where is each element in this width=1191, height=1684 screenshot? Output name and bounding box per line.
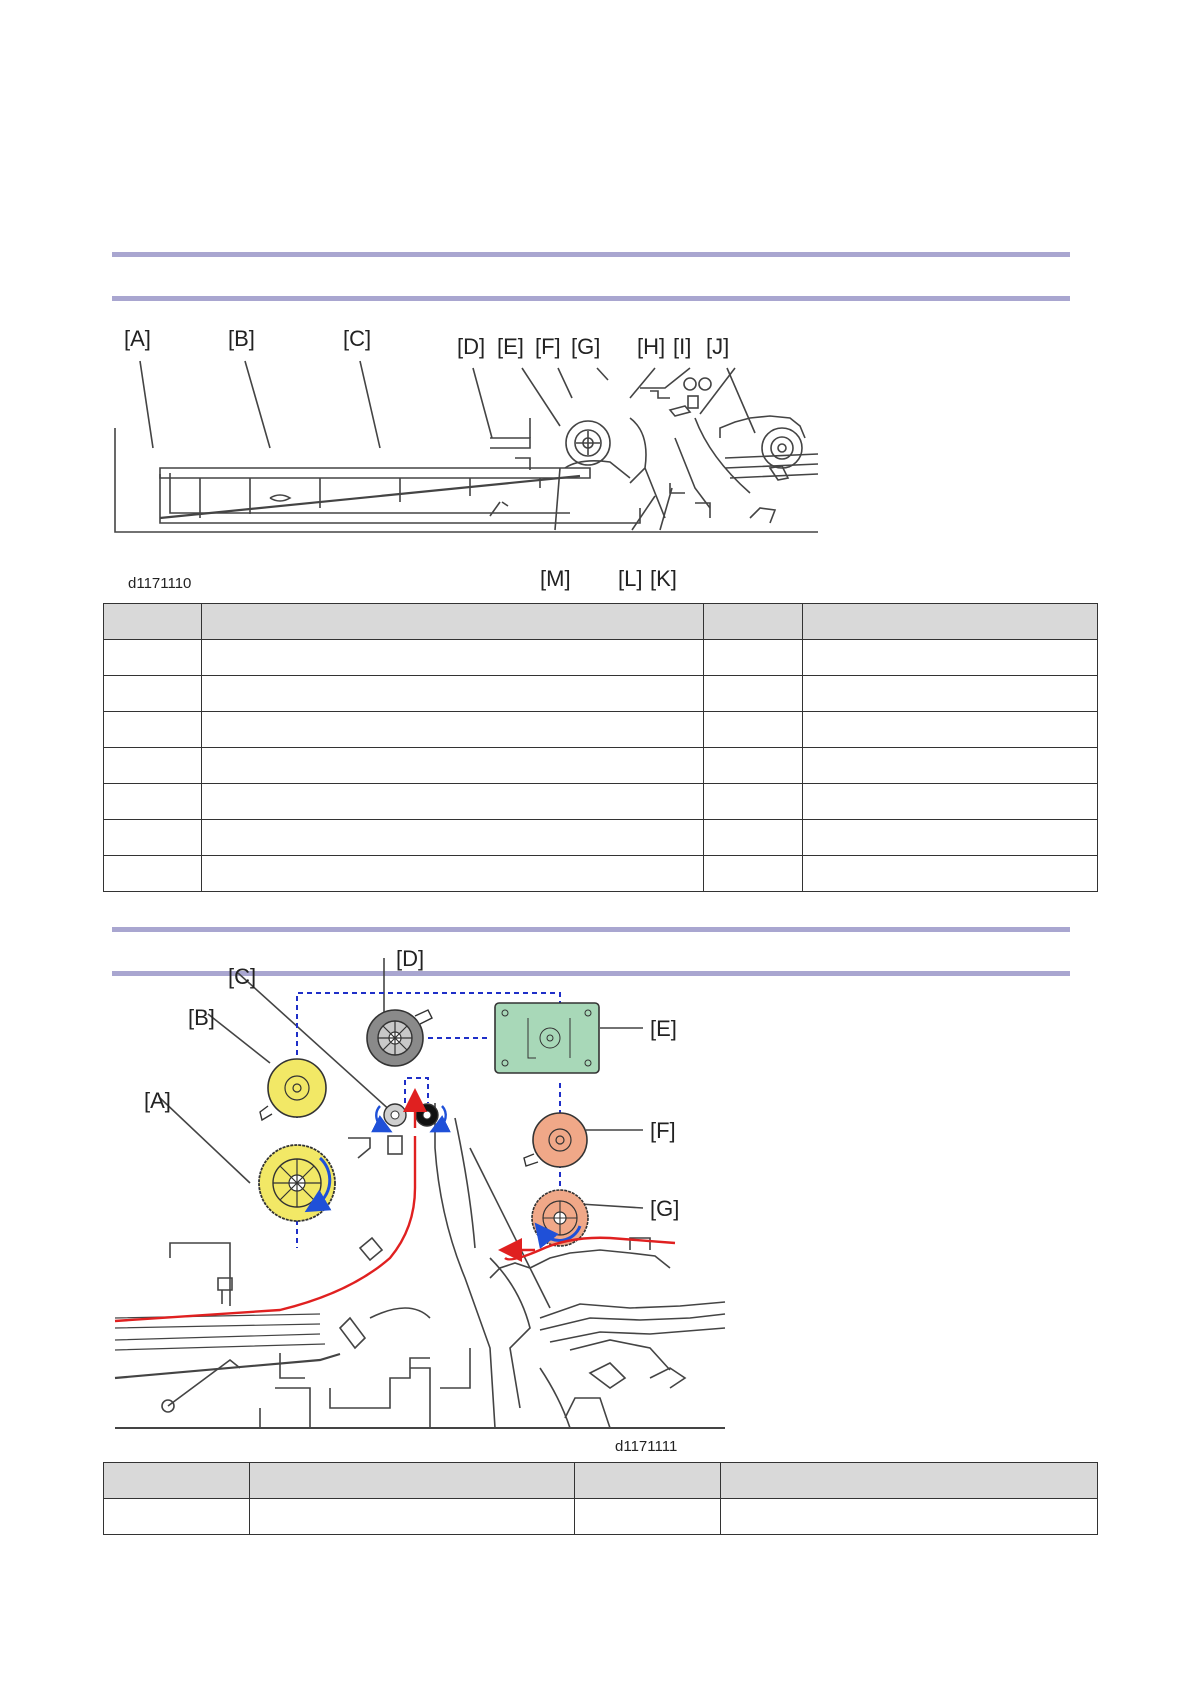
callout-k: [K] [650, 566, 677, 591]
callout-f: [F] [535, 334, 561, 359]
table-cell [202, 712, 704, 748]
table-header-cell [704, 604, 803, 640]
table-cell [704, 856, 803, 892]
table-cell [104, 676, 202, 712]
table-cell [721, 1499, 1098, 1535]
table-row [104, 748, 1098, 784]
roller-b [260, 1059, 326, 1120]
figure1-callouts [124, 326, 729, 592]
callout-a: [A] [144, 1088, 171, 1113]
table-cell [803, 712, 1098, 748]
callout-e: [E] [650, 1016, 677, 1041]
table-header-cell [803, 604, 1098, 640]
callout-d: [D] [457, 334, 486, 359]
callout-b: [B] [188, 1005, 215, 1030]
table-cell [704, 712, 803, 748]
table-row [104, 712, 1098, 748]
callout-b: [B] [228, 326, 255, 351]
table-header-cell [104, 604, 202, 640]
table-row [104, 856, 1098, 892]
table-row [104, 820, 1098, 856]
callout-e: [E] [497, 334, 524, 359]
table-cell [202, 748, 704, 784]
table-cell [104, 784, 202, 820]
parts-table-1 [103, 603, 1098, 892]
table-cell [803, 856, 1098, 892]
table-cell [202, 784, 704, 820]
table-cell [104, 1499, 250, 1535]
callout-m: [M] [540, 566, 571, 591]
callout-c: [C] [343, 326, 372, 351]
table-header-cell [721, 1463, 1098, 1499]
figure-feed-section [110, 318, 820, 596]
table-header-row [104, 604, 1098, 640]
table-header-cell [104, 1463, 250, 1499]
table-cell [202, 820, 704, 856]
table-cell [803, 784, 1098, 820]
table-cell [704, 640, 803, 676]
callout-f: [F] [650, 1118, 676, 1143]
table-cell [803, 820, 1098, 856]
board-e [495, 1003, 599, 1073]
table-cell [704, 748, 803, 784]
table-cell [202, 676, 704, 712]
figure-drive-layout-drawing [110, 946, 750, 1458]
table-cell [575, 1499, 721, 1535]
table-cell [704, 676, 803, 712]
table-cell [104, 748, 202, 784]
table-cell [104, 856, 202, 892]
table-row [104, 676, 1098, 712]
section-rule-1-top [112, 252, 1070, 257]
callout-g: [G] [650, 1196, 680, 1221]
parts-table-2 [103, 1462, 1098, 1535]
callout-d: [D] [396, 946, 425, 971]
figure2-code: d1171111 [615, 1438, 678, 1455]
table-row [104, 784, 1098, 820]
callout-c: [C] [228, 964, 257, 989]
callout-g: [G] [571, 334, 601, 359]
callout-l: [L] [618, 566, 643, 591]
table-cell [202, 640, 704, 676]
table-cell [250, 1499, 575, 1535]
figure1-code: d1171110 [128, 575, 192, 592]
callout-a: [A] [124, 326, 151, 351]
table-row [104, 1499, 1098, 1535]
section-rule-2-top [112, 927, 1070, 932]
table-cell [202, 856, 704, 892]
section-rule-1-bottom [112, 296, 1070, 301]
table-cell [803, 748, 1098, 784]
table-header-cell [202, 604, 704, 640]
roller-f [524, 1113, 587, 1167]
table-cell [104, 640, 202, 676]
table-header-cell [250, 1463, 575, 1499]
figure-drive-layout [110, 946, 750, 1458]
motor-d [367, 1010, 432, 1066]
table-header-row [104, 1463, 1098, 1499]
table-cell [104, 712, 202, 748]
roller-g [532, 1190, 588, 1246]
table-row [104, 640, 1098, 676]
figure-feed-section-drawing [110, 318, 820, 596]
table-cell [704, 820, 803, 856]
callout-h: [H] [637, 334, 666, 359]
table-cell [803, 640, 1098, 676]
table-cell [803, 676, 1098, 712]
callout-j: [J] [706, 334, 730, 359]
callout-i: [I] [673, 334, 692, 359]
table-cell [104, 820, 202, 856]
roller-a [259, 1145, 335, 1221]
table-cell [704, 784, 803, 820]
table-header-cell [575, 1463, 721, 1499]
